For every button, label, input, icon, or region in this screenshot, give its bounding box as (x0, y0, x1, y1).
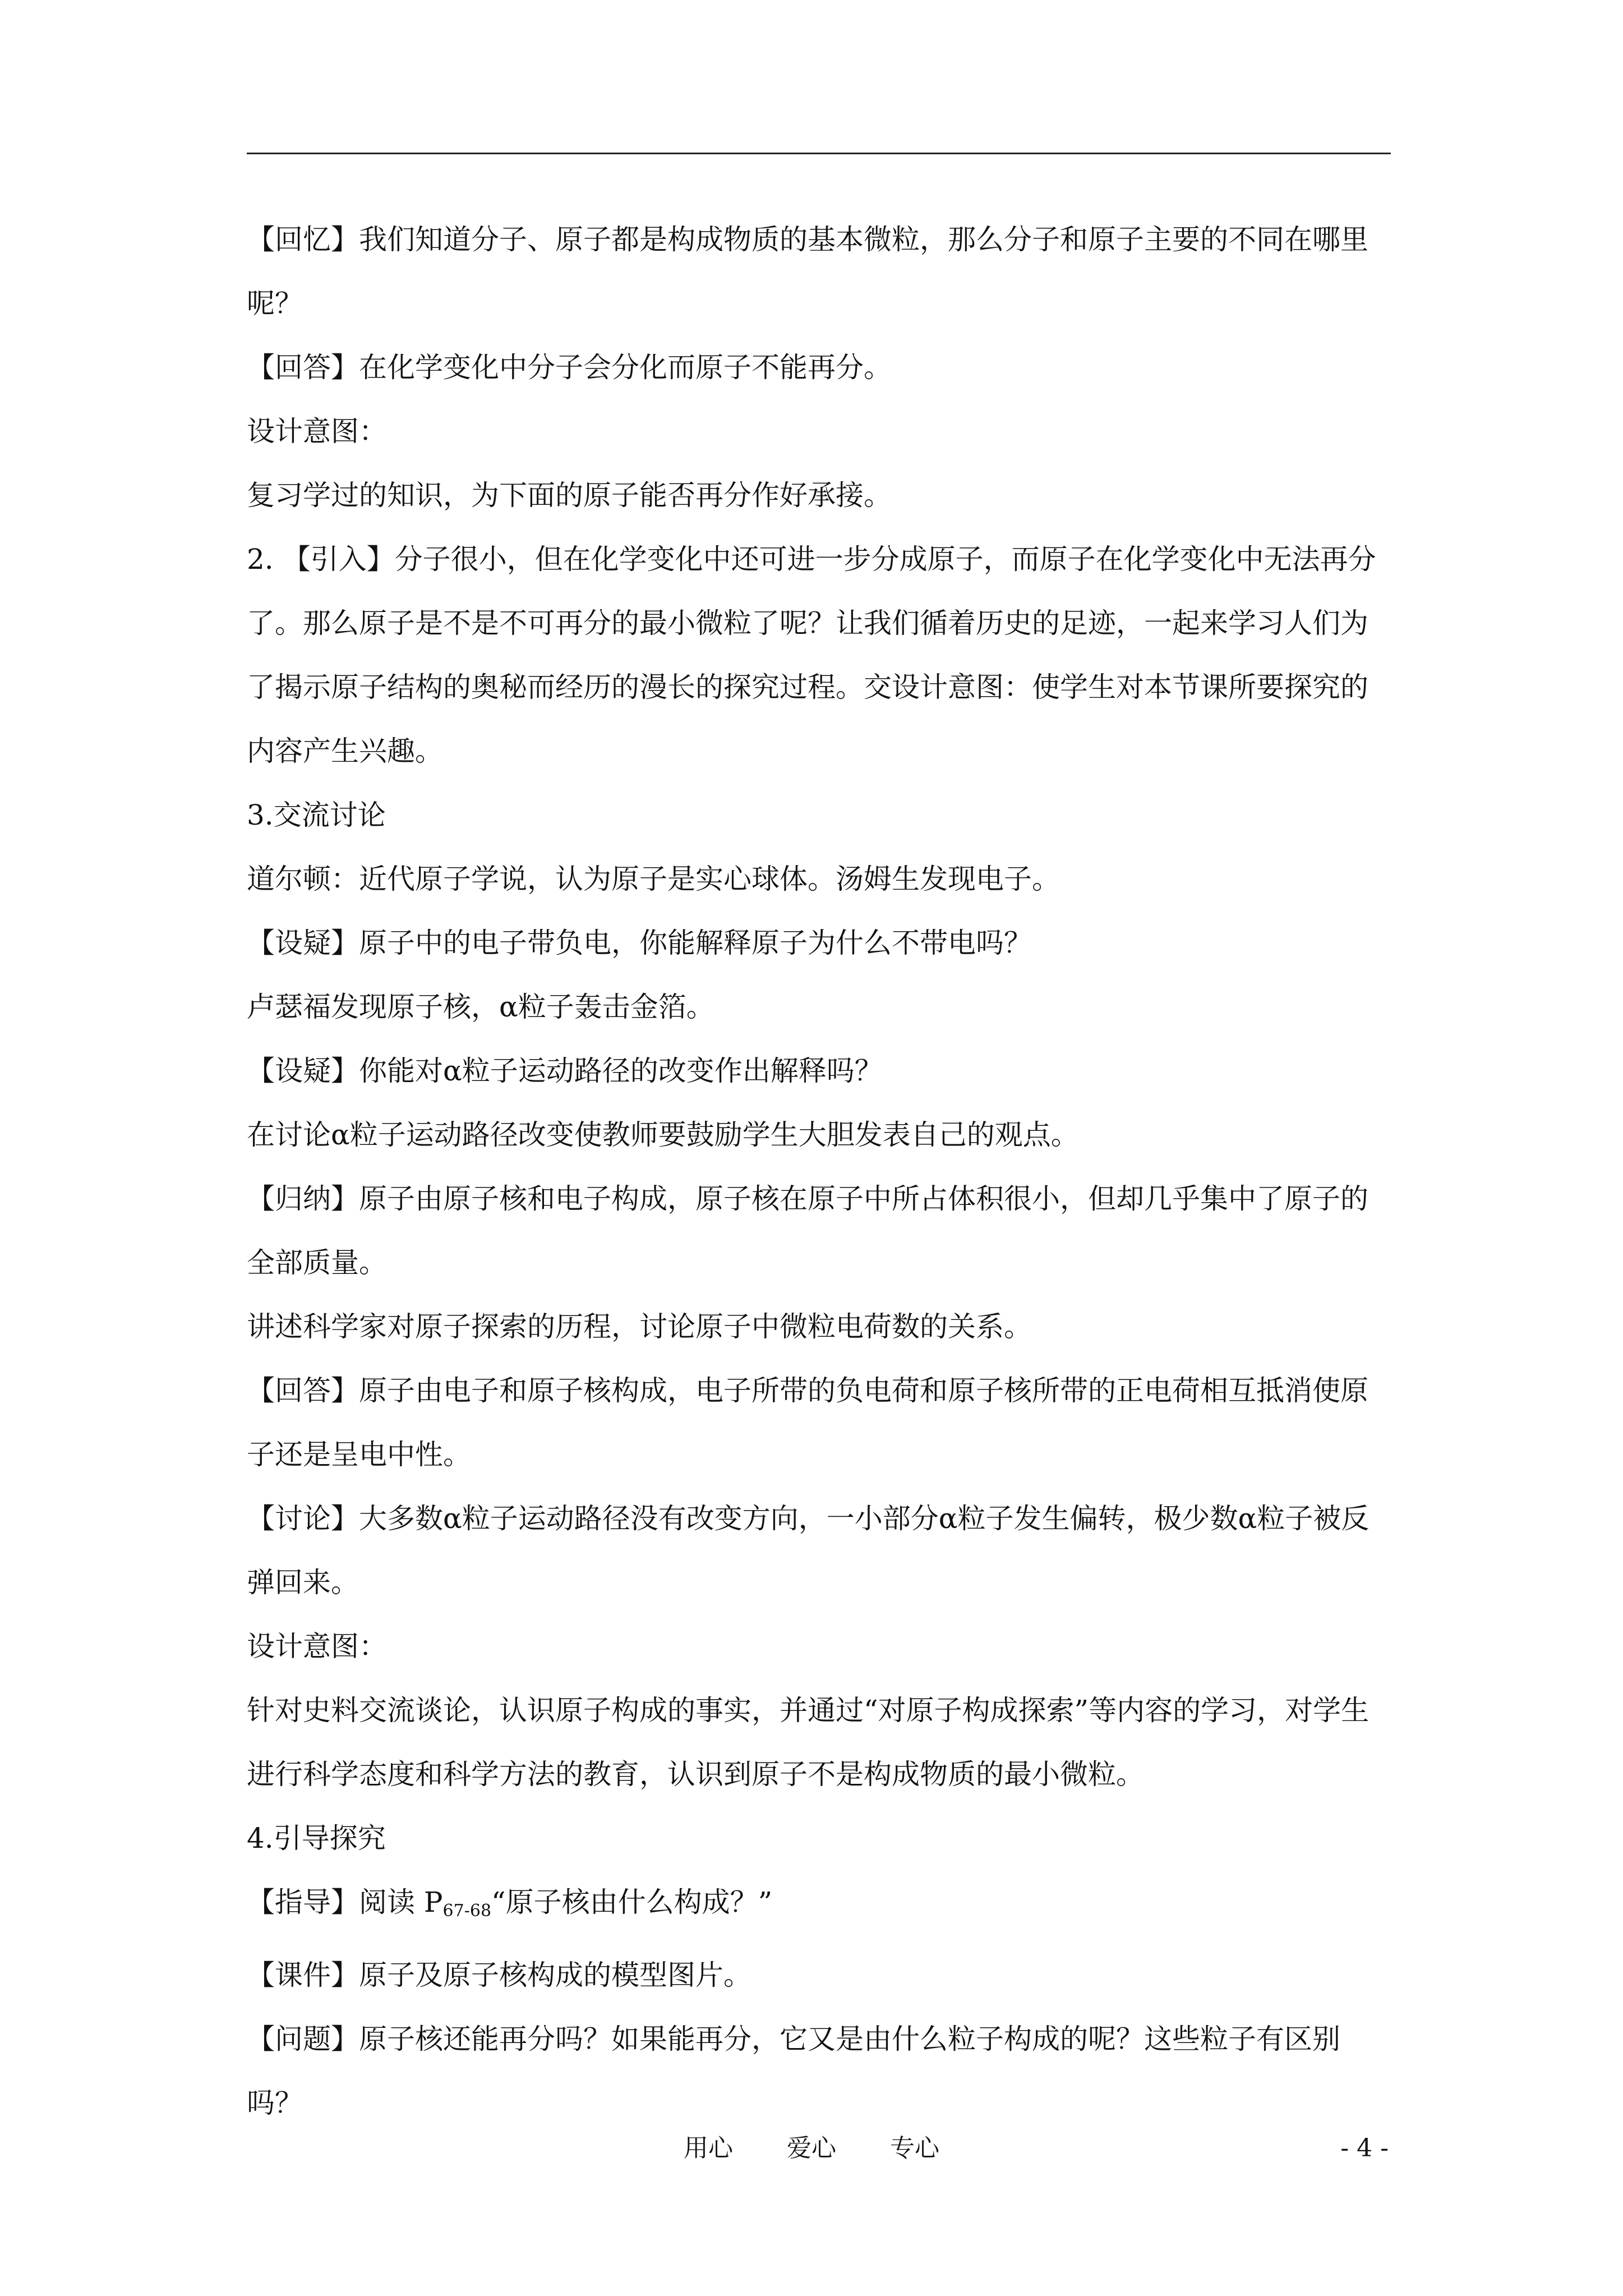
body-text (247, 208, 1391, 2135)
paragraph: 【回答】在化学变化中分子会分化而原子不能再分。 (247, 351, 892, 384)
paragraph: 【设疑】原子中的电子带负电，你能解释原子为什么不带电吗？ (247, 927, 1032, 959)
paragraph: 设计意图： (247, 1630, 387, 1663)
paragraph: 【问题】原子核还能再分吗？如果能再分，它又是由什么粒子构成的呢？这些粒子有区别吗？ (247, 2023, 1340, 2119)
paragraph: 在讨论α粒子运动路径改变使教师要鼓励学生大胆发表自己的观点。 (247, 1119, 1079, 1151)
paragraph: 道尔顿：近代原子学说，认为原子是实心球体。汤姆生发现电子。 (247, 863, 1060, 895)
paragraph: 讲述科学家对原子探索的历程，讨论原子中微粒电荷数的关系。 (247, 1310, 1032, 1343)
guide-paragraph (247, 1870, 1391, 1943)
paragraph: 【讨论】大多数α粒子运动路径没有改变方向，一小部分α粒子发生偏转，极少数α粒子被反弹回来。 (247, 1502, 1370, 1599)
page-footer (0, 2129, 1623, 2168)
motto-word: 专心 (890, 2134, 939, 2162)
motto-word: 用心 (684, 2134, 733, 2162)
paragraph: 针对史料交流谈论，认识原子构成的事实，并通过“对原子构成探索”等内容的学习，对学生进行科学态度和科学方法的教育，认识到原子不是构成物质的最小微粒。 (247, 1694, 1370, 1791)
paragraph: 【归纳】原子由原子核和电子构成，原子核在原子中所占体积很小，但却几乎集中了原子的全部质量。 (247, 1182, 1368, 1279)
paragraph: 【课件】原子及原子核构成的模型图片。 (247, 1959, 751, 1991)
paragraph: 【回忆】我们知道分子、原子都是构成物质的基本微粒，那么分子和原子主要的不同在哪里呢？ (247, 223, 1368, 320)
paragraph: 设计意图： (247, 415, 387, 448)
paragraph: 【设疑】你能对α粒子运动路径的改变作出解释吗？ (247, 1055, 883, 1087)
paragraph: 卢瑟福发现原子核，α粒子轰击金箔。 (247, 991, 714, 1023)
page-number: - 4 - (1340, 2134, 1389, 2162)
paragraph: 4.引导探究 (247, 1822, 386, 1855)
page-range-subscript: 67-68 (442, 1901, 492, 1921)
header-rule (247, 153, 1391, 154)
paragraph: 【回答】原子由电子和原子核构成，电子所带的负电荷和原子核所带的正电荷相互抵消使原子还是呈电中性。 (247, 1374, 1368, 1471)
guide-prefix: 【指导】阅读 P (247, 1886, 443, 1918)
motto-word: 爱心 (787, 2134, 836, 2162)
guide-suffix: “原子核由什么构成？” (491, 1886, 773, 1918)
paragraph: 3.交流讨论 (247, 799, 386, 831)
paragraph: 2. 【引入】分子很小，但在化学变化中还可进一步分成原子，而原子在化学变化中无法再分了。那么原子是不是不可再分的最小微粒了呢？让我们循着历史的足迹，一起来学习人们为了揭示原子结构的奥秘而经历的漫长的探究过程。交设计意图：使学生对本节课所要探究的内容产生兴趣。 (247, 543, 1376, 767)
paragraph: 复习学过的知识，为下面的原子能否再分作好承接。 (247, 479, 892, 512)
